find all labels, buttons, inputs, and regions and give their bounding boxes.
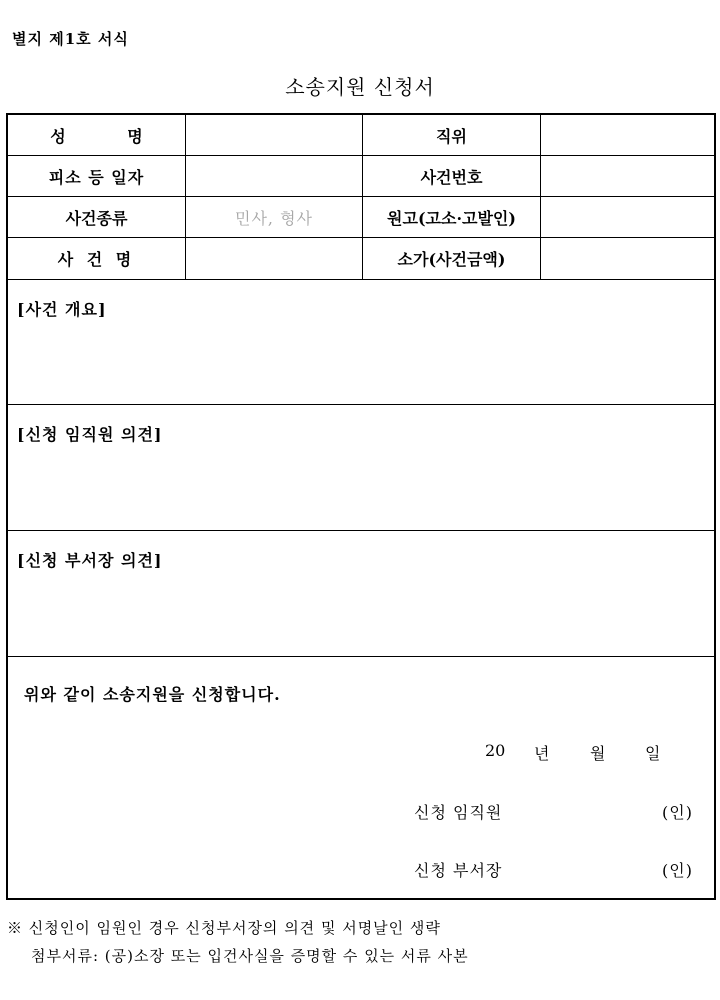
employee-opinion-label: [신청 임직원 의견]: [17, 425, 163, 444]
case-summary-label: [사건 개요]: [17, 300, 107, 319]
employee-opinion-field[interactable]: [8, 450, 714, 529]
row-divider: [8, 279, 714, 280]
manager-opinion-field[interactable]: [8, 576, 714, 655]
case-summary-field[interactable]: [8, 325, 714, 403]
plaintiff-field[interactable]: [541, 197, 714, 237]
manager-seal[interactable]: (인): [662, 861, 693, 880]
executive-note: ※ 신청인이 임원인 경우 신청부서장의 의견 및 서명날인 생략: [7, 919, 441, 937]
case-name-label: 사 건 명: [57, 250, 136, 269]
application-form-table: [6, 113, 716, 900]
section-divider: [8, 404, 714, 405]
plaintiff-label: 원고(고소·고발인): [387, 208, 516, 228]
case-number-label: 사건번호: [420, 167, 483, 187]
employee-signature-label: 신청 임직원: [414, 803, 503, 822]
position-field[interactable]: [541, 115, 714, 155]
name-label: 성 명: [50, 126, 171, 146]
date-month-unit: 월: [590, 744, 606, 763]
employee-seal[interactable]: (인): [662, 803, 693, 822]
document-title: 소송지원 신청서: [285, 75, 435, 99]
form-reference: 별지 제1호 서식: [12, 30, 129, 48]
date-year-unit: 년: [534, 744, 550, 763]
date-year-prefix: 20: [485, 741, 506, 760]
name-field[interactable]: [186, 115, 362, 155]
date-day-unit: 일: [645, 744, 661, 763]
section-divider: [8, 656, 714, 657]
case-type-field[interactable]: 민사, 형사: [235, 208, 313, 228]
claim-amount-label: 소가(사건금액): [397, 250, 506, 269]
claim-amount-field[interactable]: [541, 238, 714, 279]
sued-date-label: 피소 등 일자: [48, 167, 145, 187]
case-number-field[interactable]: [541, 156, 714, 196]
attachments-note: 첨부서류: (공)소장 또는 입건사실을 증명할 수 있는 서류 사본: [31, 947, 469, 965]
manager-opinion-label: [신청 부서장 의견]: [17, 551, 163, 570]
case-name-field[interactable]: [186, 238, 362, 279]
application-statement: 위와 같이 소송지원을 신청합니다.: [24, 685, 281, 704]
sued-date-field[interactable]: [186, 156, 362, 196]
manager-signature-label: 신청 부서장: [414, 861, 503, 880]
case-type-label: 사건종류: [65, 208, 128, 228]
position-label: 직위: [436, 126, 467, 146]
section-divider: [8, 530, 714, 531]
